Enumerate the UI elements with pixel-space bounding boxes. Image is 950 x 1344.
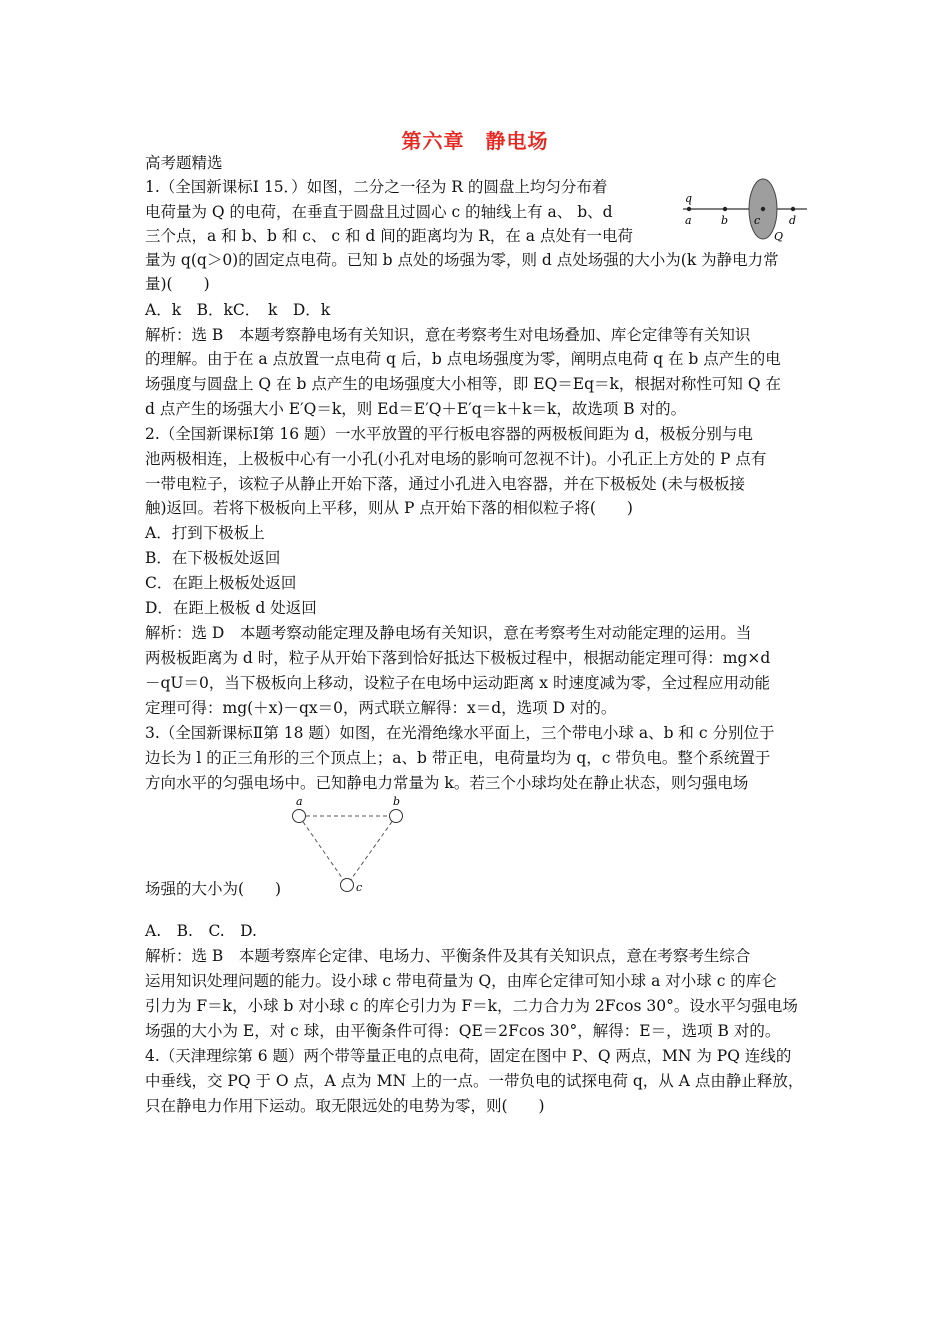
triangle-charges-figure <box>285 795 415 900</box>
chapter-title: 第六章 静电场 <box>401 129 549 153</box>
answer-options: A. B. C. D. <box>145 922 257 940</box>
answer-option: A．打到下极板上 <box>145 524 265 542</box>
text-line: 池两极相连，上极板中心有一小孔(小孔对电场的影响可忽视不计)。小孔正上方处的 P 点有 <box>145 450 767 468</box>
text-line: 场强的大小为( ) <box>145 880 282 898</box>
answer-option: B．在下极板处返回 <box>145 549 281 567</box>
answer-option: C．在距上极板处返回 <box>145 574 297 592</box>
text-line: 场强度与圆盘上 Q 在 b 点产生的电场强度大小相等，即 EQ＝Eq＝k，根据对称性可知 Q 在 <box>145 375 781 393</box>
text-line: 4.（天津理综第 6 题）两个带等量正电的点电荷，固定在图中 P、Q 两点，MN 为 PQ 连线的 <box>145 1047 792 1065</box>
text-line: 方向水平的匀强电场中。已知静电力常量为 k。若三个小球均处在静止状态，则匀强电场 <box>145 774 749 792</box>
text-line: 引力为 F＝k，小球 b 对小球 c 的库仑引力为 F＝k，二力合力为 2Fcos 30°。设水平匀强电场 <box>145 997 798 1015</box>
label-c: c <box>754 214 761 227</box>
text-line: 场强的大小为 E，对 c 球，由平衡条件可得：QE＝2Fcos 30°，解得：E＝，选项 B 对的。 <box>145 1022 781 1040</box>
text-line: 中垂线，交 PQ 于 O 点，A 点为 MN 上的一点。一带负电的试探电荷 q，从 A 点由静止释放， <box>145 1072 804 1090</box>
text-line: 两极板距离为 d 时，粒子从开始下落到恰好抵达下极板过程中，根据动能定理可得：mg×d <box>145 649 771 667</box>
text-line: 触)返回。若将下极板向上平移，则从 P 点开始下落的相似粒子将( ) <box>145 499 633 517</box>
text-line: 2.（全国新课标Ⅰ第 16 题）一水平放置的平行板电容器的两极板间距为 d，极板分别与电 <box>145 425 753 443</box>
label-a: a <box>685 214 692 227</box>
text-line: 量为 q(q＞0)的固定点电荷。已知 b 点处的场强为零，则 d 点处场强的大小为(k 为静电力常 <box>145 251 779 269</box>
label-b: b <box>393 795 401 808</box>
text-line: 三个点，a 和 b、b 和 c、 c 和 d 间的距离均为 R，在 a 点处有一电荷 <box>145 227 633 245</box>
label-Q: Q <box>774 230 784 243</box>
text-line: －qU＝0，当下极板向上移动，设粒子在电场中运动距离 x 时速度减为零，全过程应用动能 <box>145 674 770 692</box>
label-a: a <box>296 795 303 808</box>
label-c: c <box>356 881 363 894</box>
section-heading: 高考题精选 <box>145 154 223 172</box>
text-line: 电荷量为 Q 的电荷，在垂直于圆盘且过圆心 c 的轴线上有 a、 b、d <box>145 203 613 221</box>
label-b: b <box>721 214 729 227</box>
text-line: 1.（全国新课标Ⅰ 15．）如图，二分之一径为 R 的圆盘上均匀分布着 <box>145 178 608 196</box>
label-q: q <box>685 192 693 205</box>
text-line: 3.（全国新课标Ⅱ第 18 题）如图，在光滑绝缘水平面上，三个带电小球 a、b 和 c 分别位于 <box>145 724 775 742</box>
text-line: 定理可得：mg(＋x)－qx＝0，两式联立解得：x＝d，选项 D 对的。 <box>145 699 617 717</box>
text-line: 解析：选 B 本题考察库仑定律、电场力、平衡条件及其有关知识点，意在考察考生综合 <box>145 947 751 965</box>
text-line: d 点产生的场强大小 E′Q＝k，则 Ed＝E′Q＋E′q＝k＋k＝k，故选项 B 对的。 <box>145 400 687 418</box>
text-line: 量)( ) <box>145 275 210 293</box>
answer-option: D．在距上极板 d 处返回 <box>145 599 317 617</box>
answer-options: A．k B．kC． k D．k <box>145 301 331 319</box>
text-line: 一带电粒子，该粒子从静止开始下落，通过小孔进入电容器，并在下极板处 (未与极板接 <box>145 475 745 493</box>
disk-axis-figure <box>675 172 815 244</box>
label-d: d <box>789 214 797 227</box>
text-line: 的理解。由于在 a 点放置一点电荷 q 后，b 点电场强度为零，阐明点电荷 q 在 b 点产生的电 <box>145 350 781 368</box>
text-line: 解析：选 B 本题考察静电场有关知识，意在考察考生对电场叠加、库仑定律等有关知识 <box>145 326 751 344</box>
text-line: 边长为 l 的正三角形的三个顶点上；a、b 带正电，电荷量均为 q，c 带负电。整个系统置于 <box>145 749 771 767</box>
text-line: 运用知识处理问题的能力。设小球 c 带电荷量为 Q，由库仑定律可知小球 a 对小球 c 的库仑 <box>145 972 777 990</box>
text-line: 解析：选 D 本题考察动能定理及静电场有关知识，意在考察考生对动能定理的运用。当 <box>145 624 752 642</box>
text-line: 只在静电力作用下运动。取无限远处的电势为零，则( ) <box>145 1097 545 1115</box>
